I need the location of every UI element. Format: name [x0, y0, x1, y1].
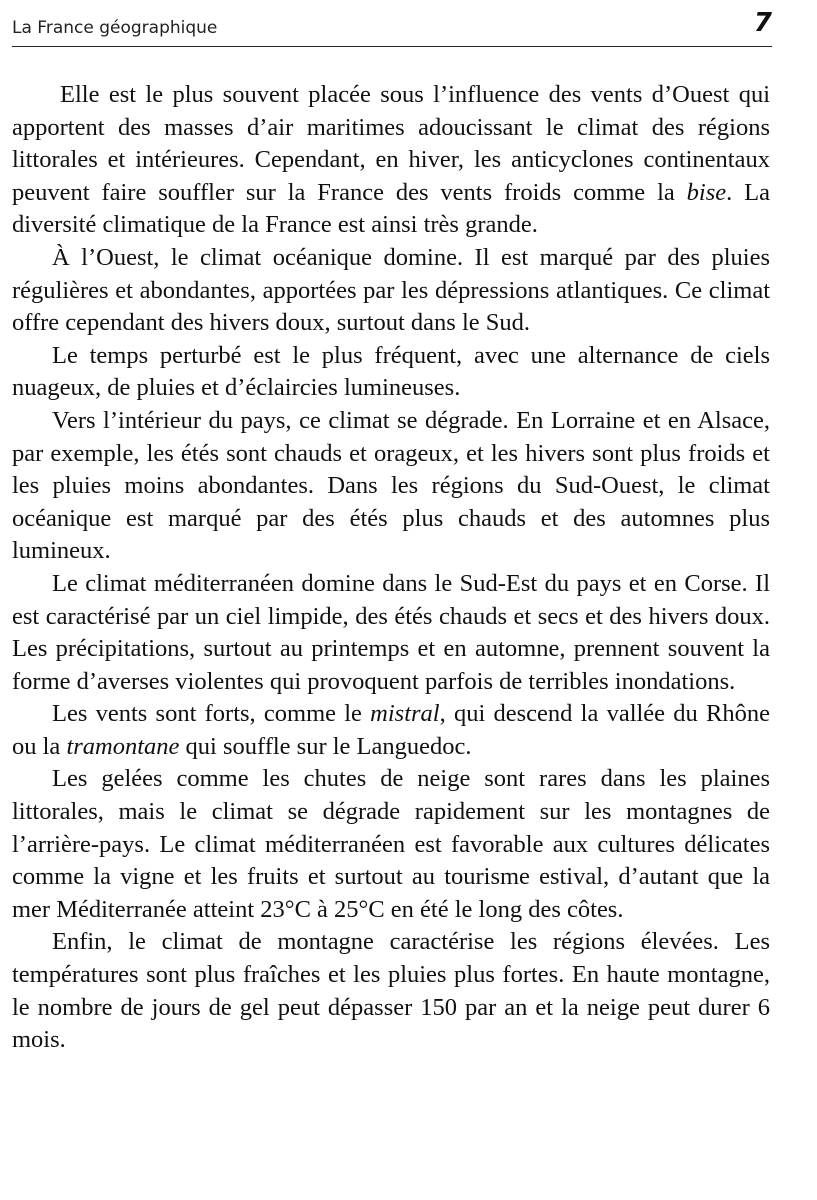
page-header [12, 8, 772, 47]
page-number: 7 [753, 8, 772, 38]
paragraph-6-text-a: Les vents sont forts, comme le [52, 700, 371, 728]
paragraph-6 [12, 698, 770, 763]
paragraph-1-italic-bise: bise [686, 178, 727, 206]
paragraph-4: Vers l’intérieur du pays, ce climat se dégrade. En Lorraine et en Alsace, par exemple, les étés sont chauds et orageux, et les hivers sont plus froids et les pluies moins abondantes. Dans les régions du Sud-Ouest, le climat océanique est marqué par des étés plus chauds et des automnes plus lumineux. [12, 406, 770, 565]
paragraph-1-text-a: Elle est le plus souvent placée sous l’influence des vents d’Ouest qui apportent des masses d’air maritimes adoucissant le climat des régions littorales et intérieures. Cependant, en hiver, les anticyclones continentaux peuvent faire souffler sur la France des vents froids comme la [12, 81, 770, 206]
paragraph-7: Les gelées comme les chutes de neige sont rares dans les plaines littorales, mais le climat se dégrade rapidement sur les montagnes de l’arrière-pays. Le climat méditerranéen est favorable aux cultures délicates comme la vigne et les fruits et surtout au tourisme estival, d’autant que la mer Méditerranée atteint 23°C à 25°C en été le long des côtes. [12, 765, 770, 923]
paragraph-8: Enfin, le climat de montagne caractérise les régions élevées. Les températures sont plus fraîches et les pluies plus fortes. En haute montagne, le nombre de jours de gel peut dépasser 150 par an et la neige peut durer 6 mois. [12, 928, 770, 1054]
paragraph-2: À l’Ouest, le climat océanique domine. Il est marqué par des pluies régulières et abondantes, apportées par les dépressions atlantiques. Ce climat offre cependant des hivers doux, surtout dans le Sud. [12, 243, 770, 337]
paragraph-6-italic-tramontane: tramontane [66, 732, 180, 760]
running-title: La France géographique [12, 18, 218, 38]
paragraph-6-text-b: , qui descend la vallée du Rhône ou la [12, 700, 770, 760]
paragraph-6-italic-mistral: mistral [370, 700, 440, 728]
paragraph-1 [12, 79, 770, 242]
body-text [12, 79, 770, 1057]
paragraph-1-text-b: . La diversité climatique de la France est ainsi très grande. [12, 178, 770, 239]
paragraph-6-text-c: qui souffle sur le Languedoc. [179, 732, 472, 760]
paragraph-5: Le climat méditerranéen domine dans le Sud-Est du pays et en Corse. Il est caractérisé par un ciel limpide, des étés chauds et secs et des hivers doux. Les précipitations, surtout au printemps et en automne, prennent souvent la forme d’averses violentes qui provoquent parfois de terribles inondations. [12, 569, 770, 695]
paragraph-3: Le temps perturbé est le plus fréquent, avec une alternance de ciels nuageux, de pluies et d’éclaircies lumineuses. [12, 341, 770, 402]
